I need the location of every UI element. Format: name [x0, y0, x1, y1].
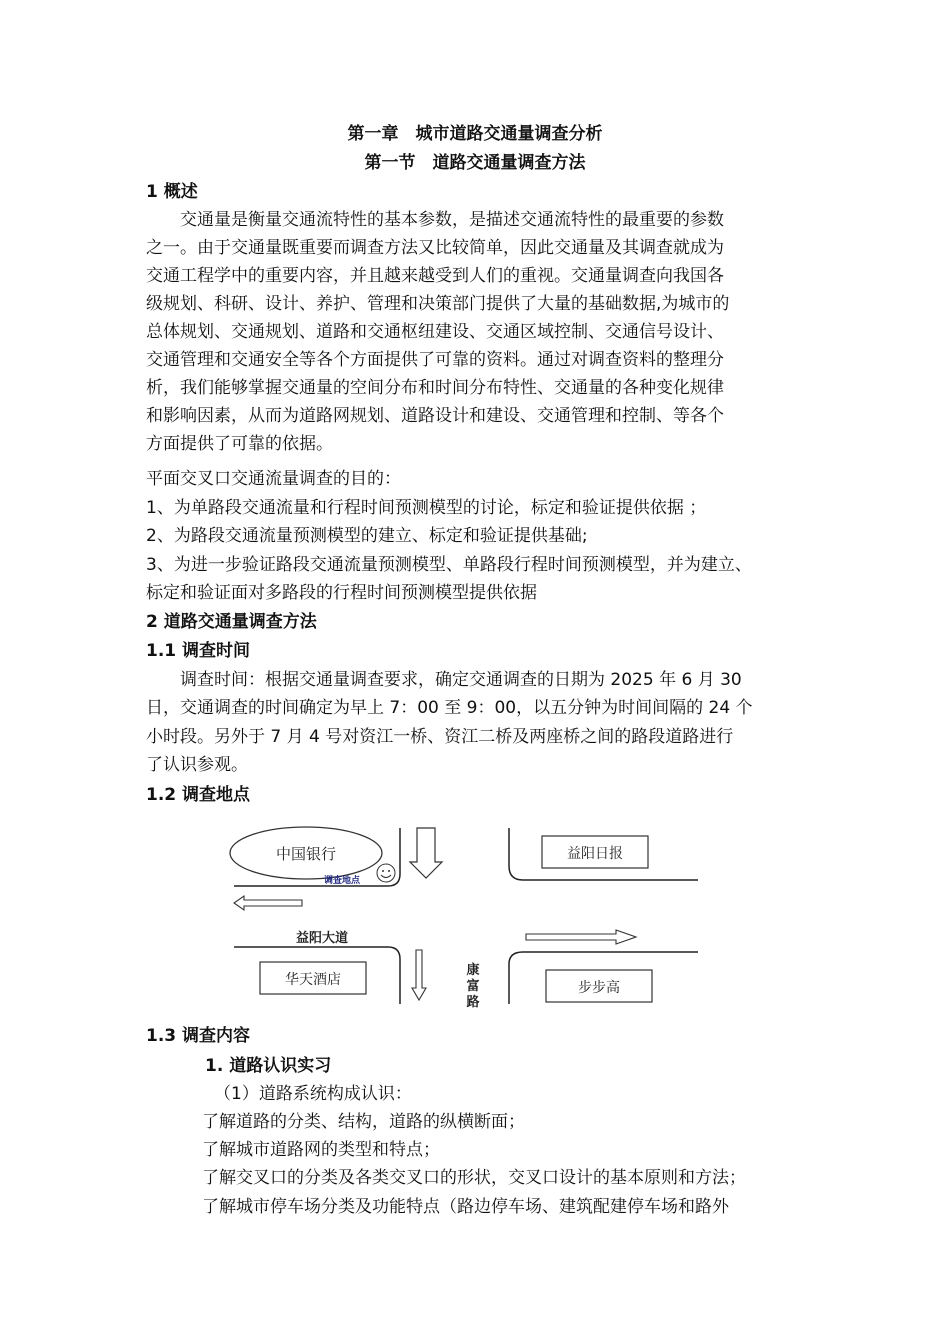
- heading-methods: 2 道路交通量调查方法: [146, 612, 317, 632]
- section-title: 第一节 道路交通量调查方法: [364, 153, 586, 173]
- paragraph-line: 交通量是衡量交通流特性的基本参数，是描述交通流特性的最重要的参数: [180, 210, 724, 230]
- intersection-diagram: [226, 822, 706, 1012]
- down-arrow-small-icon: [412, 950, 426, 1000]
- purpose-title: 平面交叉口交通流量调查的目的：: [146, 469, 401, 489]
- chapter-title: 第一章 城市道路交通量调查分析: [347, 124, 603, 144]
- paragraph-line: 方面提供了可靠的依据。: [146, 434, 333, 454]
- store-label: 步步高: [578, 979, 620, 995]
- hotel-label: 华天酒店: [285, 971, 341, 987]
- paragraph-line: 级规划、科研、设计、养护、管理和决策部门提供了大量的基础数据,为城市的: [146, 294, 730, 314]
- main-road-label: 益阳大道: [295, 930, 349, 945]
- purpose-item: 3、为进一步验证路段交通流量预测模型、单路段行程时间预测模型，并为建立、: [146, 555, 752, 575]
- down-arrow-icon: [410, 828, 442, 878]
- right-arrow-icon: [526, 930, 636, 944]
- left-arrow-icon: [234, 896, 302, 910]
- purpose-item: 标定和验证面对多路段的行程时间预测模型提供依据: [146, 583, 537, 603]
- content-line: 了解城市道路网的类型和特点；: [202, 1140, 440, 1160]
- paragraph-line: 交通管理和交通安全等各个方面提供了可靠的资料。通过对调查资料的整理分: [146, 350, 724, 370]
- heading-overview: 1 概述: [146, 182, 198, 202]
- paragraph-line: 日，交通调查的时间确定为早上 7：00 至 9：00，以五分钟为时间间隔的 24 个: [146, 698, 753, 718]
- paragraph-line: 之一。由于交通量既重要而调查方法又比较简单，因此交通量及其调查就成为: [146, 238, 724, 258]
- paragraph-line: 交通工程学中的重要内容，并且越来越受到人们的重视。交通量调查向我国各: [146, 266, 724, 286]
- content-item-1-sub: （1）道路系统构成认识：: [214, 1084, 412, 1104]
- side-road-char: 富: [466, 978, 480, 993]
- heading-survey-time: 1.1 调查时间: [146, 641, 251, 661]
- side-road-label: [466, 962, 479, 1009]
- newspaper-label: 益阳日报: [567, 845, 623, 861]
- paragraph-line: 析，我们能够掌握交通量的空间分布和时间分布特性、交通量的各种变化规律: [146, 378, 724, 398]
- side-road-char: 康: [466, 962, 480, 977]
- heading-survey-location: 1.2 调查地点: [146, 785, 251, 805]
- paragraph-line: 调查时间：根据交通量调查要求，确定交通调查的日期为 2025 年 6 月 30: [180, 670, 742, 690]
- purpose-item: 2、为路段交通流量预测模型的建立、标定和验证提供基础;: [146, 526, 588, 546]
- content-line: 了解交叉口的分类及各类交叉口的形状，交叉口设计的基本原则和方法；: [202, 1168, 746, 1188]
- purpose-item: 1、为单路段交通流量和行程时间预测模型的讨论，标定和验证提供依据 ；: [146, 498, 707, 518]
- side-road-char: 路: [466, 994, 480, 1009]
- paragraph-line: 总体规划、交通规划、道路和交通枢纽建设、交通区域控制、交通信号设计、: [146, 322, 724, 342]
- content-line: 了解城市停车场分类及功能特点（路边停车场、建筑配建停车场和路外: [202, 1197, 729, 1217]
- survey-point-label: 调查地点: [323, 875, 361, 885]
- paragraph-line: 了认识参观。: [146, 755, 248, 775]
- heading-survey-content: 1.3 调查内容: [146, 1026, 251, 1046]
- smiley-icon: [377, 864, 395, 882]
- content-item-1: 1. 道路认识实习: [205, 1056, 332, 1076]
- bank-label: 中国银行: [275, 846, 337, 863]
- paragraph-line: 和影响因素，从而为道路网规划、道路设计和建设、交通管理和控制、等各个: [146, 406, 724, 426]
- paragraph-line: 小时段。另外于 7 月 4 号对资江一桥、资江二桥及两座桥之间的路段道路进行: [146, 727, 734, 747]
- content-line: 了解道路的分类、结构，道路的纵横断面；: [202, 1112, 525, 1132]
